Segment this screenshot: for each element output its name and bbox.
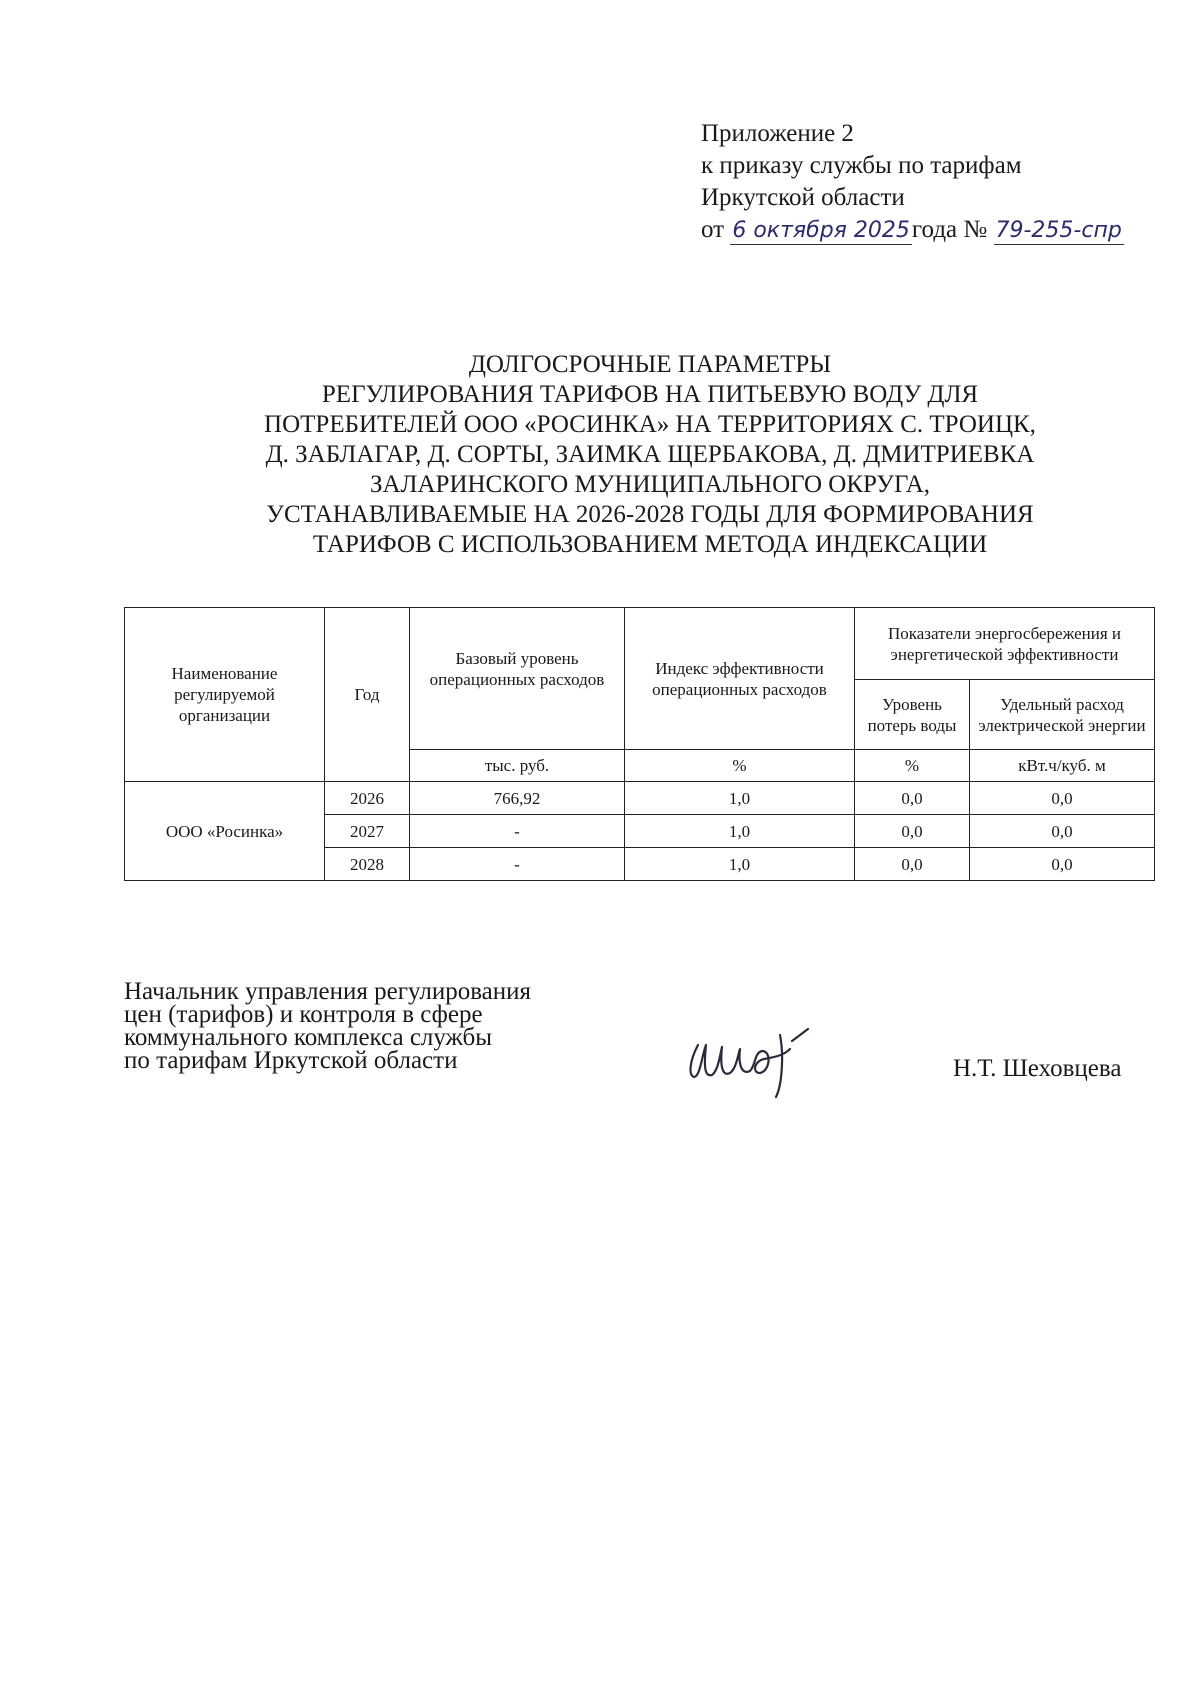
unit-losses: % [855, 750, 970, 782]
from-prefix: от [701, 216, 725, 243]
title-line: ПОТРЕБИТЕЛЕЙ ООО «РОСИНКА» НА ТЕРРИТОРИЯХ С. ТРОИЦК, [264, 411, 1036, 438]
header-efficiency-index: Индекс эффективности операционных расходов [625, 608, 855, 750]
cell-losses: 0,0 [855, 815, 970, 848]
parameters-table [124, 607, 1155, 881]
cell-base: - [410, 848, 625, 881]
unit-index: % [625, 750, 855, 782]
cell-base: - [410, 815, 625, 848]
title-line: ДОЛГОСРОЧНЫЕ ПАРАМЕТРЫ [468, 351, 832, 378]
cell-specific: 0,0 [970, 782, 1155, 815]
header-energy-group: Показатели энергосбережения и энергетической эффективности [855, 608, 1155, 680]
header-organization: Наименование регулируемой организации [125, 608, 325, 782]
unit-base: тыс. руб. [410, 750, 625, 782]
title-line: ЗАЛАРИНСКОГО МУНИЦИПАЛЬНОГО ОКРУГА, [369, 471, 931, 498]
cell-base: 766,92 [410, 782, 625, 815]
handwritten-date: 6 октября 2025 [732, 218, 910, 243]
cell-losses: 0,0 [855, 848, 970, 881]
appendix-date-line [701, 214, 1124, 246]
header-water-losses: Уровень потерь воды [855, 680, 970, 750]
header-base-level: Базовый уровень операционных расходов [410, 608, 625, 750]
document-title [180, 350, 1120, 560]
signer-position-line: Начальник управления регулирования [124, 978, 532, 1005]
cell-specific: 0,0 [970, 815, 1155, 848]
signer-position-line: цен (тарифов) и контроля в сфере [124, 1001, 483, 1028]
signer-name: Н.Т. Шеховцева [953, 1055, 1122, 1082]
table-row [125, 782, 1155, 815]
title-line: ТАРИФОВ С ИСПОЛЬЗОВАНИЕМ МЕТОДА ИНДЕКСАЦИИ [312, 531, 988, 558]
appendix-region: Иркутской области [701, 184, 905, 211]
header-year: Год [325, 608, 410, 782]
handwritten-signature [680, 1015, 870, 1100]
cell-index: 1,0 [625, 815, 855, 848]
cell-specific: 0,0 [970, 848, 1155, 881]
signer-position-line: по тарифам Иркутской области [124, 1047, 458, 1074]
cell-losses: 0,0 [855, 782, 970, 815]
cell-index: 1,0 [625, 782, 855, 815]
signer-position-line: коммунального комплекса службы [124, 1024, 493, 1051]
unit-specific: кВт.ч/куб. м [970, 750, 1155, 782]
cell-index: 1,0 [625, 848, 855, 881]
header-specific-energy: Удельный расход электрической энергии [970, 680, 1155, 750]
appendix-header [701, 118, 1124, 246]
title-line: УСТАНАВЛИВАЕМЫЕ НА 2026-2028 ГОДЫ ДЛЯ ФОРМИРОВАНИЯ [266, 501, 1034, 528]
appendix-order-ref: к приказу службы по тарифам [701, 152, 1022, 179]
organization-name: ООО «Росинка» [125, 782, 325, 881]
appendix-number: Приложение 2 [701, 120, 854, 147]
title-line: РЕГУЛИРОВАНИЯ ТАРИФОВ НА ПИТЬЕВУЮ ВОДУ ДЛЯ [321, 381, 979, 408]
signer-position [124, 980, 531, 1072]
cell-year: 2028 [325, 848, 410, 881]
handwritten-order-number: 79-255-спр [995, 218, 1122, 243]
title-line: Д. ЗАБЛАГАР, Д. СОРТЫ, ЗАИМКА ЩЕРБАКОВА, Д. ДМИТРИЕВКА [265, 441, 1035, 468]
year-word: года № [911, 216, 988, 243]
cell-year: 2026 [325, 782, 410, 815]
cell-year: 2027 [325, 815, 410, 848]
